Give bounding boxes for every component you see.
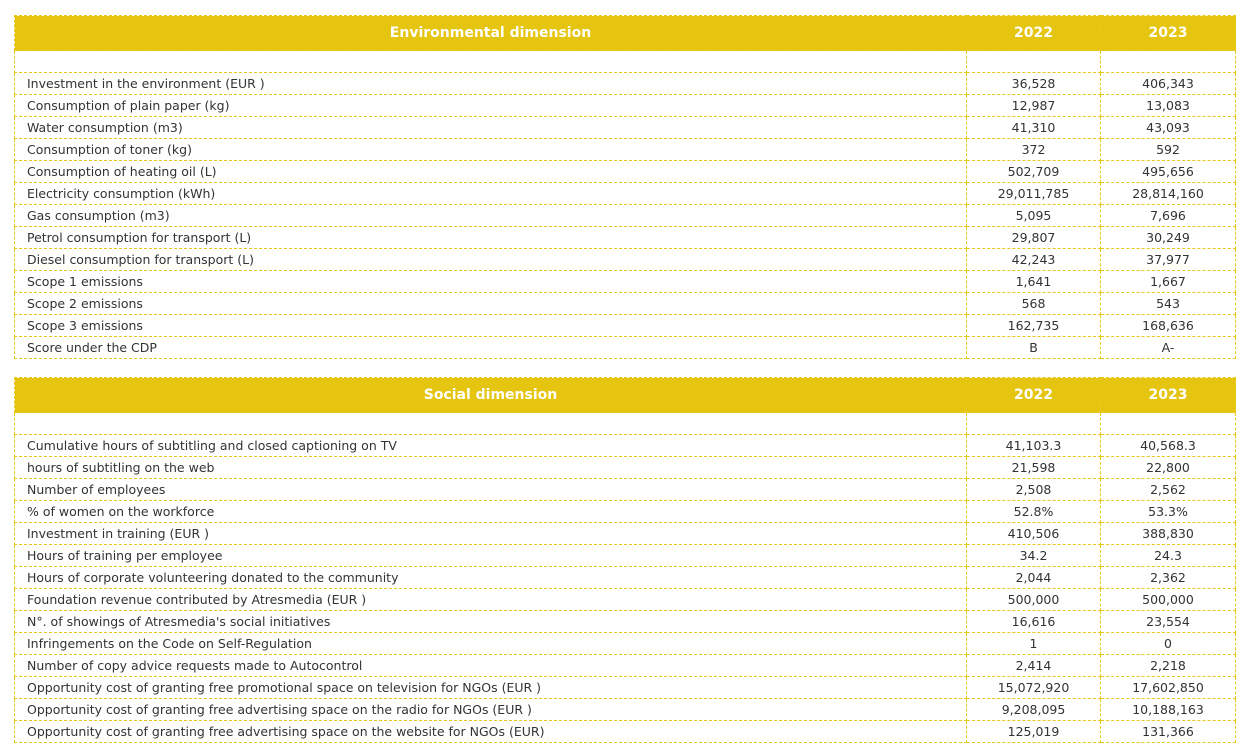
value-2023: 2,362	[1101, 567, 1236, 589]
environmental-title: Environmental dimension	[15, 16, 967, 51]
value-2023: 592	[1101, 139, 1236, 161]
table-row	[15, 655, 1236, 677]
row-label: Infringements on the Code on Self-Regulation	[15, 633, 967, 655]
row-label: Score under the CDP	[15, 337, 967, 359]
value-2023: 500,000	[1101, 589, 1236, 611]
row-label: Electricity consumption (kWh)	[15, 183, 967, 205]
table-row	[15, 677, 1236, 699]
value-2022: 372	[967, 139, 1101, 161]
social-body	[15, 413, 1236, 743]
spacer-cell	[967, 413, 1101, 435]
value-2023: 37,977	[1101, 249, 1236, 271]
row-label: Gas consumption (m3)	[15, 205, 967, 227]
table-row	[15, 315, 1236, 337]
value-2023: 168,636	[1101, 315, 1236, 337]
table-row	[15, 567, 1236, 589]
row-label: Hours of corporate volunteering donated to the community	[15, 567, 967, 589]
value-2023: 131,366	[1101, 721, 1236, 743]
table-row	[15, 139, 1236, 161]
row-label: hours of subtitling on the web	[15, 457, 967, 479]
table-row	[15, 699, 1236, 721]
table-row	[15, 633, 1236, 655]
row-label: Hours of training per employee	[15, 545, 967, 567]
value-2023: 1,667	[1101, 271, 1236, 293]
value-2022: 29,807	[967, 227, 1101, 249]
value-2023: 40,568.3	[1101, 435, 1236, 457]
environmental-body	[15, 51, 1236, 359]
value-2022: 12,987	[967, 95, 1101, 117]
table-row	[15, 611, 1236, 633]
row-label: N°. of showings of Atresmedia's social initiatives	[15, 611, 967, 633]
value-2023: 17,602,850	[1101, 677, 1236, 699]
social-year-2022: 2022	[967, 378, 1101, 413]
table-row	[15, 227, 1236, 249]
value-2023: 0	[1101, 633, 1236, 655]
table-row	[15, 161, 1236, 183]
table-row	[15, 435, 1236, 457]
spacer-cell	[15, 51, 967, 73]
table-row	[15, 293, 1236, 315]
row-label: Opportunity cost of granting free advertising space on the radio for NGOs (EUR )	[15, 699, 967, 721]
spacer-cell	[15, 413, 967, 435]
table-row	[15, 73, 1236, 95]
value-2022: 52.8%	[967, 501, 1101, 523]
row-label: Investment in training (EUR )	[15, 523, 967, 545]
row-label: Number of employees	[15, 479, 967, 501]
value-2022: 410,506	[967, 523, 1101, 545]
row-label: Scope 3 emissions	[15, 315, 967, 337]
environmental-year-2023: 2023	[1101, 16, 1236, 51]
value-2022: 16,616	[967, 611, 1101, 633]
value-2022: 34.2	[967, 545, 1101, 567]
value-2023: 2,218	[1101, 655, 1236, 677]
table-row	[15, 205, 1236, 227]
value-2022: 125,019	[967, 721, 1101, 743]
value-2022: 568	[967, 293, 1101, 315]
value-2022: 9,208,095	[967, 699, 1101, 721]
value-2022: 36,528	[967, 73, 1101, 95]
row-label: % of women on the workforce	[15, 501, 967, 523]
spacer-row	[15, 413, 1236, 435]
value-2022: B	[967, 337, 1101, 359]
value-2022: 15,072,920	[967, 677, 1101, 699]
value-2023: 406,343	[1101, 73, 1236, 95]
table-row	[15, 589, 1236, 611]
table-row	[15, 721, 1236, 743]
value-2023: 24.3	[1101, 545, 1236, 567]
value-2023: 2,562	[1101, 479, 1236, 501]
row-label: Consumption of heating oil (L)	[15, 161, 967, 183]
value-2022: 41,310	[967, 117, 1101, 139]
value-2022: 502,709	[967, 161, 1101, 183]
value-2023: 30,249	[1101, 227, 1236, 249]
value-2023: 543	[1101, 293, 1236, 315]
row-label: Diesel consumption for transport (L)	[15, 249, 967, 271]
value-2022: 1	[967, 633, 1101, 655]
environmental-table	[14, 15, 1236, 359]
value-2023: 23,554	[1101, 611, 1236, 633]
spacer-cell	[1101, 413, 1236, 435]
table-row	[15, 117, 1236, 139]
value-2022: 2,508	[967, 479, 1101, 501]
row-label: Scope 2 emissions	[15, 293, 967, 315]
value-2023: 28,814,160	[1101, 183, 1236, 205]
row-label: Scope 1 emissions	[15, 271, 967, 293]
row-label: Number of copy advice requests made to Autocontrol	[15, 655, 967, 677]
spacer-row	[15, 51, 1236, 73]
environmental-year-2022: 2022	[967, 16, 1101, 51]
value-2023: 53.3%	[1101, 501, 1236, 523]
spacer-cell	[967, 51, 1101, 73]
row-label: Investment in the environment (EUR )	[15, 73, 967, 95]
table-row	[15, 95, 1236, 117]
value-2022: 29,011,785	[967, 183, 1101, 205]
table-row	[15, 479, 1236, 501]
social-table	[14, 377, 1236, 743]
social-year-2023: 2023	[1101, 378, 1236, 413]
value-2023: 388,830	[1101, 523, 1236, 545]
table-row	[15, 183, 1236, 205]
value-2022: 500,000	[967, 589, 1101, 611]
table-row	[15, 337, 1236, 359]
value-2023: 7,696	[1101, 205, 1236, 227]
value-2023: 22,800	[1101, 457, 1236, 479]
row-label: Cumulative hours of subtitling and closed captioning on TV	[15, 435, 967, 457]
table-row	[15, 271, 1236, 293]
value-2022: 162,735	[967, 315, 1101, 337]
value-2023: 13,083	[1101, 95, 1236, 117]
value-2022: 41,103.3	[967, 435, 1101, 457]
row-label: Petrol consumption for transport (L)	[15, 227, 967, 249]
environmental-header-row	[15, 16, 1236, 51]
table-row	[15, 545, 1236, 567]
spacer-cell	[1101, 51, 1236, 73]
row-label: Consumption of toner (kg)	[15, 139, 967, 161]
table-row	[15, 523, 1236, 545]
row-label: Opportunity cost of granting free promotional space on television for NGOs (EUR )	[15, 677, 967, 699]
value-2023: 43,093	[1101, 117, 1236, 139]
value-2022: 2,414	[967, 655, 1101, 677]
table-row	[15, 457, 1236, 479]
row-label: Water consumption (m3)	[15, 117, 967, 139]
row-label: Opportunity cost of granting free advertising space on the website for NGOs (EUR)	[15, 721, 967, 743]
value-2022: 42,243	[967, 249, 1101, 271]
social-header-row	[15, 378, 1236, 413]
value-2023: 10,188,163	[1101, 699, 1236, 721]
value-2023: 495,656	[1101, 161, 1236, 183]
row-label: Foundation revenue contributed by Atresmedia (EUR )	[15, 589, 967, 611]
row-label: Consumption of plain paper (kg)	[15, 95, 967, 117]
value-2022: 5,095	[967, 205, 1101, 227]
value-2023: A-	[1101, 337, 1236, 359]
table-row	[15, 249, 1236, 271]
value-2022: 2,044	[967, 567, 1101, 589]
value-2022: 21,598	[967, 457, 1101, 479]
table-row	[15, 501, 1236, 523]
social-title: Social dimension	[15, 378, 967, 413]
value-2022: 1,641	[967, 271, 1101, 293]
